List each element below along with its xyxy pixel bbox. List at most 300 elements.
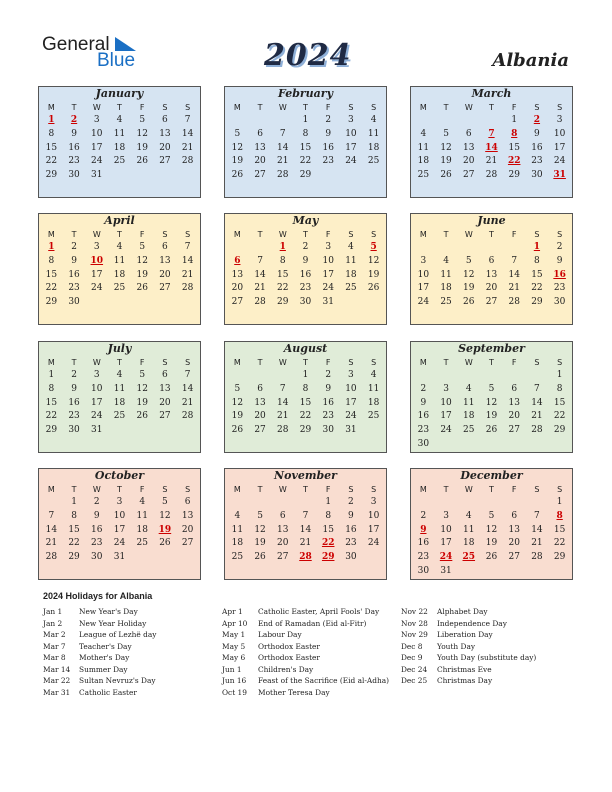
weekday-label: F <box>325 230 331 239</box>
holiday-item <box>43 652 156 664</box>
holiday-name: Independence Day <box>437 618 507 628</box>
holiday-day-cell: 25 <box>462 552 476 563</box>
weekday-label: W <box>278 485 287 494</box>
empty-cell <box>271 369 294 383</box>
day-cell: 28 <box>181 156 194 167</box>
day-cell: 26 <box>136 156 148 167</box>
day-grid <box>411 369 572 452</box>
day-cell: 2 <box>71 242 77 252</box>
empty-cell <box>457 114 480 128</box>
weekday-header <box>411 228 572 241</box>
day-cell: 16 <box>322 397 334 408</box>
month-march <box>410 86 573 198</box>
month-name: December <box>460 469 523 482</box>
day-cell: 13 <box>159 255 171 266</box>
day-cell: 27 <box>231 297 244 308</box>
day-cell: 15 <box>299 397 312 408</box>
day-cell: 4 <box>465 383 472 394</box>
day-cell: 31 <box>113 552 126 563</box>
day-cell: 18 <box>367 397 380 408</box>
weekday-label: S <box>534 230 540 239</box>
day-cell: 15 <box>45 269 58 280</box>
month-january <box>38 86 201 198</box>
holiday-name: Orthodox Easter <box>258 653 320 662</box>
empty-cell <box>249 496 272 510</box>
weekday-label: F <box>325 358 331 367</box>
holiday-date: Nov 28 <box>401 618 428 628</box>
holiday-day-cell: 1 <box>279 242 286 252</box>
day-cell: 29 <box>45 425 58 436</box>
day-cell: 9 <box>325 383 332 394</box>
day-cell: 14 <box>181 383 194 394</box>
day-cell: 14 <box>254 269 266 280</box>
weekday-label: T <box>489 485 494 494</box>
day-cell: 21 <box>181 269 194 280</box>
day-cell: 30 <box>68 425 80 436</box>
weekday-label: W <box>278 358 287 367</box>
day-cell: 30 <box>322 425 334 436</box>
day-cell: 16 <box>345 524 357 535</box>
day-cell: 30 <box>531 170 543 181</box>
day-cell: 23 <box>417 425 430 436</box>
day-cell: 20 <box>254 411 266 422</box>
holiday-item <box>401 618 536 630</box>
day-cell: 7 <box>302 510 309 521</box>
holiday-item <box>43 618 156 630</box>
day-cell: 5 <box>234 128 241 139</box>
weekday-label: S <box>185 103 191 112</box>
day-cell: 12 <box>367 255 380 266</box>
holiday-date: Jun 16 <box>222 676 247 685</box>
empty-cell <box>457 241 480 255</box>
weekday-label: M <box>419 230 427 239</box>
empty-cell <box>480 241 503 255</box>
day-cell: 16 <box>417 538 430 549</box>
weekday-label: T <box>257 230 263 239</box>
day-cell: 18 <box>367 142 380 153</box>
empty-cell <box>40 496 63 510</box>
holiday-name: Liberation Day <box>437 630 493 639</box>
weekday-header <box>411 483 572 496</box>
day-cell: 1 <box>302 370 309 380</box>
day-cell: 3 <box>443 510 449 521</box>
weekday-label: M <box>419 358 427 367</box>
day-cell: 17 <box>345 397 357 408</box>
day-cell: 12 <box>254 524 266 535</box>
day-cell: 5 <box>465 255 472 266</box>
weekday-label: T <box>489 358 494 367</box>
day-cell: 20 <box>463 156 475 167</box>
day-cell: 9 <box>71 383 77 394</box>
day-cell: 4 <box>420 128 427 139</box>
day-cell: 22 <box>45 156 58 167</box>
month-november <box>224 468 387 580</box>
day-cell: 27 <box>181 538 194 549</box>
day-cell: 3 <box>556 115 563 125</box>
day-cell: 11 <box>113 383 126 394</box>
day-cell: 25 <box>113 283 126 294</box>
day-cell: 19 <box>231 411 244 422</box>
holiday-name: Catholic Easter <box>79 687 137 697</box>
day-cell: 5 <box>139 242 146 252</box>
day-cell: 29 <box>531 297 543 308</box>
empty-cell <box>226 496 249 510</box>
day-cell: 28 <box>277 170 289 181</box>
holiday-name: Feast of the Sacrifice (Eid al-Adha) <box>258 676 390 685</box>
day-cell: 23 <box>68 283 80 294</box>
weekday-header <box>39 483 200 496</box>
day-cell: 2 <box>93 497 100 507</box>
day-cell: 24 <box>367 538 380 549</box>
holiday-item <box>222 687 389 699</box>
weekday-label: W <box>92 358 101 367</box>
day-cell: 19 <box>136 269 148 280</box>
day-cell: 30 <box>417 438 430 449</box>
empty-cell <box>503 496 526 510</box>
weekday-label: S <box>371 103 377 112</box>
weekday-label: S <box>162 230 168 239</box>
weekday-label: T <box>71 485 77 494</box>
day-cell: 21 <box>254 283 266 294</box>
holiday-day-cell: 16 <box>553 269 566 280</box>
day-cell: 12 <box>136 383 148 394</box>
weekday-label: W <box>278 103 287 112</box>
day-cell: 25 <box>231 552 244 563</box>
day-cell: 14 <box>277 397 289 408</box>
day-cell: 6 <box>162 115 168 125</box>
day-cell: 22 <box>277 283 289 294</box>
day-grid <box>39 369 200 438</box>
day-grid <box>411 114 572 183</box>
calendar-year: 2024 <box>264 38 352 73</box>
month-name: October <box>94 469 145 482</box>
holiday-item <box>43 606 156 618</box>
day-cell: 10 <box>417 269 430 280</box>
weekday-label: T <box>443 485 449 494</box>
day-cell: 14 <box>181 255 194 266</box>
day-cell: 18 <box>417 156 430 167</box>
day-cell: 19 <box>485 538 498 549</box>
day-cell: 21 <box>277 156 289 167</box>
day-cell: 22 <box>45 283 58 294</box>
day-cell: 9 <box>93 510 100 521</box>
day-cell: 26 <box>367 283 380 294</box>
day-cell: 30 <box>553 297 566 308</box>
day-cell: 26 <box>159 538 171 549</box>
day-cell: 23 <box>417 552 430 563</box>
day-cell: 4 <box>370 370 377 380</box>
holiday-day-cell: 19 <box>158 524 172 535</box>
day-cell: 9 <box>420 397 427 408</box>
day-cell: 11 <box>367 128 380 139</box>
day-cell: 8 <box>556 383 563 394</box>
day-cell: 31 <box>440 565 452 576</box>
day-cell: 9 <box>325 128 332 139</box>
day-cell: 18 <box>113 269 126 280</box>
empty-cell <box>480 114 503 128</box>
day-cell: 26 <box>485 425 498 436</box>
holiday-name: Youth Day <box>437 641 476 651</box>
empty-cell <box>435 496 458 510</box>
holiday-column <box>43 606 156 698</box>
day-cell: 5 <box>488 510 495 521</box>
weekday-label: W <box>464 358 473 367</box>
day-cell: 2 <box>325 370 332 380</box>
empty-cell <box>526 369 549 383</box>
day-cell: 27 <box>508 552 520 563</box>
holiday-name: Teacher's Day <box>79 641 132 651</box>
holiday-date: Jan 2 <box>43 618 63 628</box>
day-cell: 24 <box>113 538 126 549</box>
day-cell: 9 <box>534 128 540 139</box>
weekday-label: F <box>511 485 517 494</box>
day-cell: 3 <box>348 370 354 380</box>
day-cell: 12 <box>440 142 452 153</box>
empty-cell <box>503 369 526 383</box>
day-cell: 5 <box>234 383 241 394</box>
day-cell: 8 <box>48 128 55 139</box>
weekday-label: M <box>419 103 427 112</box>
day-cell: 15 <box>322 524 334 535</box>
empty-cell <box>271 114 294 128</box>
day-cell: 16 <box>322 142 334 153</box>
day-cell: 3 <box>420 255 427 266</box>
day-cell: 27 <box>159 156 171 167</box>
weekday-label: S <box>371 485 377 494</box>
holiday-name: End of Ramadan (Eid al-Fitr) <box>258 618 367 628</box>
holiday-name: Labour Day <box>258 630 302 639</box>
weekday-label: T <box>443 103 449 112</box>
day-cell: 11 <box>113 128 126 139</box>
weekday-label: T <box>303 485 308 494</box>
day-cell: 6 <box>162 242 168 252</box>
weekday-label: S <box>162 103 168 112</box>
holiday-name: Orthodox Easter <box>258 641 320 651</box>
weekday-label: F <box>139 230 145 239</box>
day-cell: 15 <box>508 142 520 153</box>
day-cell: 10 <box>440 397 452 408</box>
holiday-item <box>401 675 536 687</box>
holiday-date: Nov 22 <box>401 607 428 616</box>
month-name: May <box>292 214 319 227</box>
day-cell: 3 <box>116 497 123 507</box>
day-cell: 22 <box>68 538 80 549</box>
day-cell: 25 <box>440 297 452 308</box>
month-august <box>224 341 387 453</box>
day-cell: 6 <box>279 510 286 521</box>
weekday-label: W <box>92 230 101 239</box>
day-cell: 26 <box>231 170 244 181</box>
day-cell: 3 <box>93 370 100 380</box>
day-cell: 3 <box>443 383 449 394</box>
day-cell: 13 <box>508 397 520 408</box>
month-name: March <box>471 87 512 100</box>
day-cell: 19 <box>136 142 148 153</box>
day-cell: 7 <box>257 255 263 266</box>
day-cell: 29 <box>553 425 566 436</box>
day-cell: 4 <box>443 255 449 266</box>
day-cell: 21 <box>485 156 498 167</box>
day-cell: 6 <box>511 383 518 394</box>
day-cell: 1 <box>325 497 332 507</box>
holiday-date: Dec 8 <box>401 641 423 651</box>
day-cell: 4 <box>348 242 354 252</box>
holiday-date: Apr 1 <box>222 607 243 616</box>
month-name: September <box>458 342 525 355</box>
empty-cell <box>503 241 526 255</box>
day-cell: 13 <box>181 510 194 521</box>
weekday-label: T <box>303 103 308 112</box>
holiday-date: Mar 8 <box>43 653 66 662</box>
day-cell: 16 <box>531 142 543 153</box>
day-cell: 1 <box>302 115 309 125</box>
day-cell: 30 <box>345 552 357 563</box>
holiday-date: Dec 24 <box>401 664 428 674</box>
holiday-day-cell: 1 <box>48 115 55 125</box>
day-cell: 13 <box>159 128 171 139</box>
holiday-day-cell: 7 <box>488 128 495 139</box>
holiday-item <box>401 652 536 664</box>
holiday-date: May 6 <box>222 653 246 662</box>
day-cell: 15 <box>68 524 80 535</box>
day-cell: 12 <box>231 142 244 153</box>
month-july <box>38 341 201 453</box>
day-cell: 4 <box>116 115 123 125</box>
day-cell: 20 <box>159 269 171 280</box>
day-grid <box>225 496 386 565</box>
day-cell: 17 <box>553 142 566 153</box>
month-name: January <box>95 87 144 100</box>
weekday-label: S <box>371 230 377 239</box>
weekday-label: F <box>511 358 517 367</box>
empty-cell <box>435 241 458 255</box>
day-cell: 22 <box>45 411 58 422</box>
weekday-label: F <box>325 485 331 494</box>
day-cell: 24 <box>91 283 103 294</box>
holiday-day-cell: 10 <box>90 255 104 266</box>
holiday-day-cell: 1 <box>48 242 55 252</box>
holiday-name: Mother Teresa Day <box>258 687 330 697</box>
day-cell: 12 <box>159 510 171 521</box>
day-cell: 22 <box>553 538 566 549</box>
day-cell: 14 <box>277 142 289 153</box>
day-cell: 15 <box>553 524 566 535</box>
day-cell: 14 <box>508 269 520 280</box>
day-cell: 20 <box>181 524 194 535</box>
holiday-day-cell: 5 <box>370 242 377 252</box>
holiday-day-cell: 31 <box>553 170 566 181</box>
day-cell: 9 <box>302 255 309 266</box>
holiday-item <box>222 675 389 687</box>
weekday-label: S <box>185 358 191 367</box>
logo-text-blue: Blue <box>97 50 136 71</box>
month-name: July <box>107 342 132 355</box>
day-cell: 31 <box>322 297 334 308</box>
day-cell: 18 <box>231 538 244 549</box>
day-cell: 8 <box>279 255 286 266</box>
day-cell: 19 <box>367 269 380 280</box>
day-cell: 20 <box>159 142 171 153</box>
weekday-header <box>225 101 386 114</box>
day-cell: 4 <box>116 242 123 252</box>
day-cell: 7 <box>184 242 191 252</box>
day-cell: 16 <box>91 524 103 535</box>
day-cell: 25 <box>417 170 430 181</box>
day-cell: 30 <box>299 297 312 308</box>
day-cell: 3 <box>93 115 100 125</box>
holiday-name: New Year's Day <box>79 607 138 616</box>
day-cell: 14 <box>299 524 312 535</box>
weekday-header <box>225 356 386 369</box>
holiday-date: Mar 7 <box>43 641 66 651</box>
holiday-day-cell: 24 <box>439 552 453 563</box>
holiday-item <box>222 618 389 630</box>
day-cell: 16 <box>299 269 312 280</box>
day-cell: 19 <box>254 538 266 549</box>
weekday-label: T <box>303 358 308 367</box>
day-cell: 11 <box>367 383 380 394</box>
day-cell: 14 <box>531 524 543 535</box>
day-cell: 22 <box>299 156 312 167</box>
month-february <box>224 86 387 198</box>
weekday-label: T <box>71 358 77 367</box>
day-cell: 27 <box>159 283 171 294</box>
day-cell: 21 <box>45 538 58 549</box>
weekday-label: S <box>162 485 168 494</box>
holiday-date: Mar 22 <box>43 676 71 685</box>
day-grid <box>39 241 200 310</box>
day-cell: 25 <box>113 156 126 167</box>
holiday-date: Dec 25 <box>401 676 428 685</box>
weekday-label: W <box>278 230 287 239</box>
day-cell: 8 <box>71 510 77 521</box>
day-cell: 13 <box>254 142 266 153</box>
day-cell: 15 <box>45 142 58 153</box>
day-cell: 24 <box>322 283 334 294</box>
day-cell: 20 <box>508 411 520 422</box>
holiday-item <box>222 606 389 618</box>
day-cell: 6 <box>465 128 472 139</box>
day-cell: 11 <box>463 397 475 408</box>
month-name: April <box>104 214 135 227</box>
day-cell: 5 <box>488 383 495 394</box>
day-cell: 19 <box>485 411 498 422</box>
weekday-label: T <box>303 230 308 239</box>
day-cell: 15 <box>531 269 543 280</box>
day-cell: 20 <box>254 156 266 167</box>
day-cell: 4 <box>139 497 146 507</box>
weekday-label: T <box>117 230 122 239</box>
weekday-label: F <box>139 103 145 112</box>
day-cell: 17 <box>345 142 357 153</box>
month-name: February <box>277 87 333 100</box>
holiday-day-cell: 9 <box>420 524 427 535</box>
day-cell: 24 <box>345 411 357 422</box>
day-cell: 3 <box>370 497 377 507</box>
weekday-label: M <box>47 358 55 367</box>
empty-cell <box>412 241 435 255</box>
day-cell: 21 <box>181 397 194 408</box>
weekday-header <box>411 356 572 369</box>
day-cell: 3 <box>93 242 100 252</box>
day-cell: 1 <box>71 497 77 507</box>
day-cell: 19 <box>136 397 148 408</box>
holiday-date: Jun 1 <box>222 664 242 674</box>
holiday-name: League of Lezhë day <box>79 630 157 639</box>
holiday-date: Oct 19 <box>222 687 247 697</box>
day-cell: 30 <box>68 170 80 181</box>
weekday-label: M <box>47 485 55 494</box>
